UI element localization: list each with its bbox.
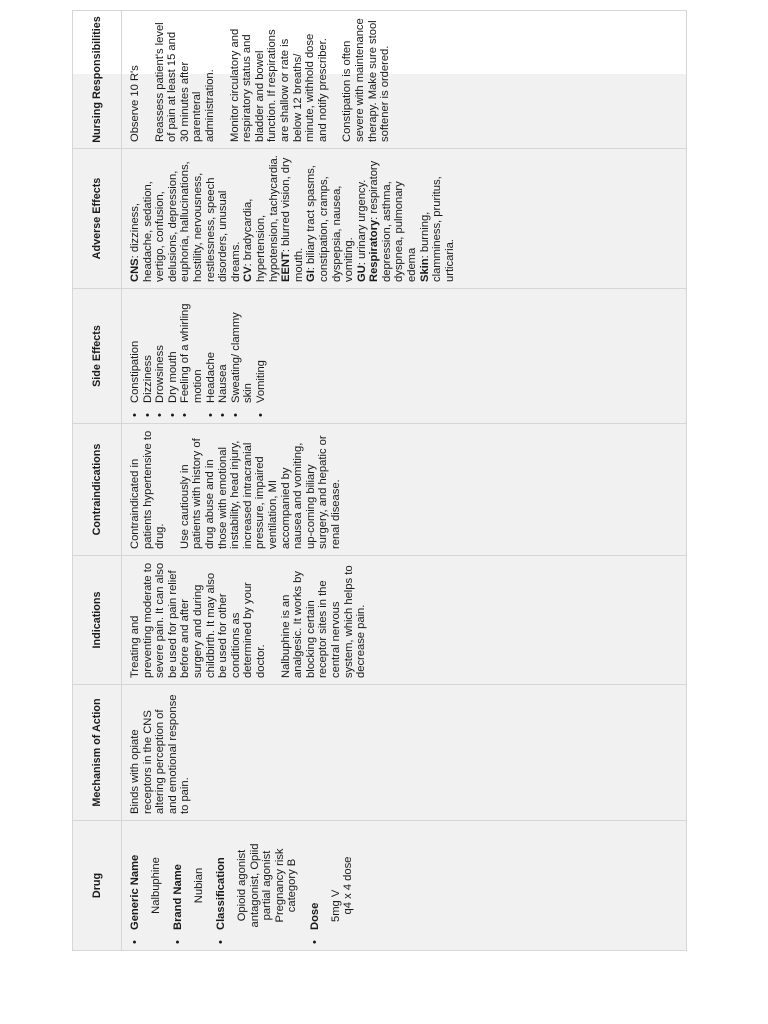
generic-name-label: Generic Name (129, 854, 141, 930)
drug-study-page (72, 16, 687, 951)
adverse-effect-text: : burning, clamminess, pruritus, urticaria. (418, 176, 456, 282)
indications-paragraph-1: Treating and preventing moderate to severe pain. It can also be used for pain relief before and after surgery and during childbirth. It may also be used for other conditions as determined by your doctor. (129, 562, 267, 678)
bullet: • (172, 940, 185, 944)
list-item (179, 295, 204, 417)
generic-name-value: Nalbuphine (149, 857, 162, 914)
adverse-effect-text: : bradycardia, hypertension, hypotension, tachycardia. (242, 155, 280, 282)
bullet: • (129, 413, 141, 417)
side-effects-list (129, 295, 268, 417)
dose-value-2: q4 x 4 dose (342, 856, 355, 915)
header-nursing: Nursing Responsibilities (73, 11, 122, 149)
classification-value: Opioid agonist antagonist, Opiid partial agonist Pregnancy risk category B (235, 843, 299, 928)
side-effect-text: Headache (204, 351, 217, 403)
mechanism-text: Binds with opiate receptors in the CNS altering perception of and emotional response to pain. (129, 694, 192, 814)
list-item (217, 295, 230, 417)
side-effect-text: Drowsiness (154, 345, 167, 403)
brand-name-value: Nubian (192, 867, 205, 904)
list-item (255, 295, 268, 417)
list-item (205, 295, 218, 417)
dose-item (309, 827, 322, 944)
adverse-effect-eent (280, 155, 305, 282)
bullet: • (179, 413, 192, 417)
nursing-cell (122, 11, 687, 149)
bullet: • (215, 940, 228, 944)
adverse-effect-respiratory (368, 155, 418, 282)
bullet: • (204, 413, 217, 417)
dose-label: Dose (308, 902, 321, 930)
bullet: • (166, 413, 179, 417)
mechanism-cell (122, 685, 687, 821)
adverse-effect-cv (242, 155, 280, 282)
generic-name-item (129, 827, 142, 944)
adverse-effect-label: GU (355, 265, 368, 282)
adverse-effects-cell (122, 149, 687, 289)
classification-label: Classification (215, 857, 228, 930)
side-effect-text: Dry mouth (166, 351, 179, 403)
header-indications: Indications (73, 556, 122, 685)
adverse-effect-text: : blurred vision, dry mouth. (280, 157, 305, 282)
drug-study-table (72, 10, 687, 951)
header-mechanism: Mechanism of Action (73, 685, 122, 821)
adverse-effect-label: CV (242, 266, 255, 282)
bullet: • (141, 413, 154, 417)
header-contraindications: Contraindications (73, 424, 122, 556)
adverse-effect-label: EENT (280, 252, 293, 282)
side-effect-text: Sweating/ clammy skin (229, 312, 255, 403)
bullet: • (254, 413, 267, 417)
adverse-effect-gu (356, 155, 369, 282)
side-effect-text: Vomiting (254, 360, 267, 403)
nursing-paragraph-3: Monitor circulatory and respiratory status and bladder and bowel function. If respirations are shallow or rate is below 12 breaths/ minute, withhold dose and notify prescriber. (228, 28, 329, 142)
list-item (142, 295, 155, 417)
list-item (167, 295, 180, 417)
bullet: • (229, 413, 242, 417)
header-drug: Drug (73, 821, 122, 951)
list-item (154, 295, 167, 417)
header-adverse-effects: Adverse Effects (73, 149, 122, 289)
adverse-effect-text: : respiratory depression, asthma, dyspnea, pulmonary edema (368, 160, 419, 282)
adverse-effect-text: : biliary tract spasms, constipation, cramps, dyspepsia, nausea, vomiting. (305, 165, 356, 282)
drug-cell (122, 821, 687, 951)
adverse-effect-skin (419, 155, 457, 282)
bullet: • (129, 940, 141, 944)
side-effect-text: Feeling of a whirling motion (179, 303, 204, 403)
dose-value-1: 5mg V (329, 889, 342, 922)
adverse-effect-cns (129, 155, 242, 282)
side-effect-text: Dizziness (141, 355, 154, 403)
list-item (230, 295, 255, 417)
nursing-paragraph-4: Constipation is often severe with maintenance therapy. Make sure stool softener is ordered. (341, 18, 392, 142)
indications-cell (122, 556, 687, 685)
adverse-effect-label: GI (305, 270, 318, 282)
side-effects-cell (122, 289, 687, 424)
nursing-paragraph-2: Reassess patient's level of pain at least 15 and 30 minutes after parenteral administration. (153, 22, 216, 142)
brand-name-label: Brand Name (172, 864, 185, 930)
header-row (73, 11, 122, 951)
bullet: • (217, 413, 230, 417)
contraindications-paragraph-1: Contraindicated in patients hypertensive to drug. (129, 430, 167, 549)
side-effect-text: Nausea (217, 364, 230, 403)
contraindications-paragraph-2: Use cautiously in patients with history of drug abuse and in those with emotional instability, head injury, increased intracranial pressure, impaired ventilation, MI accompanied by nausea and vomiting, up-coming biliary surgery, and hepatic or renal disease. (178, 435, 342, 549)
adverse-effect-label: Skin (418, 258, 431, 282)
bullet: • (154, 413, 167, 417)
indications-paragraph-2: Nalbuphine is an analgesic. It works by blocking certain receptor sites in the central nervous system, which helps to decrease pain. (279, 565, 368, 678)
header-side-effects: Side Effects (73, 289, 122, 424)
classification-item (215, 827, 228, 944)
adverse-effect-text: : dizziness, headache, sedation, vertigo, confusion, delusions, depression, euphoria, hallucinations, hostility, nervousness, restlessness, speech disorders, unusual dreams. (129, 161, 242, 282)
bullet: • (308, 940, 321, 944)
brand-name-item (172, 827, 185, 944)
adverse-effect-label: Respiratory (368, 219, 381, 282)
contraindications-cell (122, 424, 687, 556)
drug-row (122, 11, 687, 951)
adverse-effect-gi (305, 155, 355, 282)
adverse-effect-text: : urinary urgency. (355, 179, 368, 266)
nursing-paragraph-1: Observe 10 R's (129, 65, 141, 142)
adverse-effect-label: CNS (129, 258, 141, 282)
rotated-table-wrapper (72, 16, 687, 951)
list-item (129, 295, 142, 417)
side-effect-text: Constipation (129, 340, 141, 403)
